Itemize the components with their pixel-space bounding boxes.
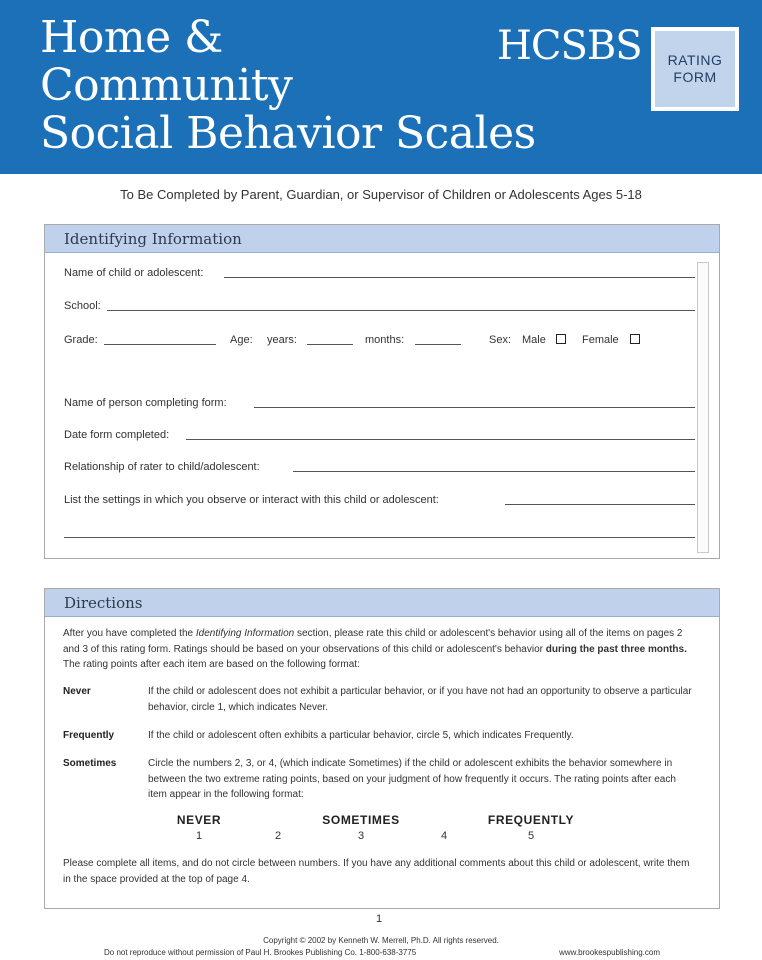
badge-line-2: FORM [673, 69, 717, 85]
scale-number: 5 [527, 830, 535, 842]
scale-label-sometimes: SOMETIMES [322, 813, 400, 827]
child-name-field[interactable] [64, 261, 695, 281]
directions-closing: Please complete all items, and do not circle between numbers. If you have any additional comments about this child or adolescent, write them in the space provided at the top of page 4. [63, 858, 690, 885]
field-label: School: [64, 300, 101, 312]
scale-label-never: NEVER [176, 813, 222, 827]
school-field[interactable] [64, 294, 695, 314]
field-label: Date form completed: [64, 429, 170, 441]
rating-form-badge [651, 27, 739, 111]
field-label: List the settings in which you observe or interact with this child or adolescent: [64, 494, 439, 506]
reproduction-notice: Do not reproduce without permission of Paul H. Brookes Publishing Co. 1-800-638-3775 [104, 948, 417, 957]
input-line[interactable] [505, 504, 695, 505]
section-title: Directions [45, 589, 719, 617]
months-field[interactable] [415, 344, 461, 345]
never-definition: If the child or adolescent does not exhibit a particular behavior, or if you have not had an opportunity to observe a particular behavior, circle 1, which indicates Never. [148, 686, 692, 713]
directions-intro [63, 626, 699, 673]
male-label: Male [522, 334, 546, 346]
title-line-3: Social Behavior Scales [40, 108, 536, 159]
scale-label-frequently: FREQUENTLY [487, 813, 575, 827]
directions-section [44, 588, 720, 909]
male-checkbox[interactable] [556, 334, 566, 344]
form-subtitle: To Be Completed by Parent, Guardian, or Supervisor of Children or Adolescents Ages 5-18 [120, 187, 642, 202]
field-label: Relationship of rater to child/adolescent: [64, 461, 260, 473]
years-field[interactable] [307, 344, 353, 345]
grade-field[interactable] [104, 344, 216, 345]
female-label: Female [582, 334, 619, 346]
input-line[interactable] [254, 407, 695, 408]
intro-bold: during the past three months. [545, 643, 687, 655]
years-label: years: [267, 334, 297, 346]
completer-name-field[interactable] [64, 391, 695, 411]
intro-text-1: After you have completed the [63, 628, 196, 639]
relationship-field[interactable] [64, 455, 695, 475]
frequently-definition: If the child or adolescent often exhibits a particular behavior, circle 5, which indicates Frequently. [148, 730, 574, 741]
publisher-website: www.brookespublishing.com [559, 948, 660, 957]
settings-field[interactable] [64, 488, 695, 508]
field-label: Name of child or adolescent: [64, 267, 204, 279]
input-line[interactable] [224, 277, 695, 278]
copyright-notice: Copyright © 2002 by Kenneth W. Merrell, Ph.D. All rights reserved. [263, 936, 499, 945]
scrollbar[interactable] [697, 262, 709, 553]
months-label: months: [365, 334, 405, 346]
form-acronym: HCSBS [497, 23, 642, 69]
grade-age-sex-row [64, 328, 704, 348]
sex-label: Sex: [489, 334, 512, 346]
identifying-information-section [44, 224, 720, 559]
scale-number: 3 [357, 830, 365, 842]
title-line-2: Community [40, 60, 293, 111]
scale-number: 4 [440, 830, 448, 842]
intro-italic: Identifying Information [195, 628, 295, 639]
intro-text-3: The rating points after each item are based on the following format: [63, 659, 360, 670]
frequently-term: Frequently [63, 730, 115, 741]
scale-number: 1 [195, 830, 203, 842]
date-completed-field[interactable] [64, 423, 695, 443]
badge-line-1: RATING [667, 52, 723, 68]
form-title [40, 14, 536, 158]
never-term: Never [63, 686, 91, 697]
input-line[interactable] [293, 471, 695, 472]
header-banner [0, 0, 762, 174]
scale-number: 2 [274, 830, 282, 842]
page-number: 1 [376, 913, 383, 925]
settings-continuation-line[interactable] [64, 537, 695, 538]
intro-text-2: section, please rate this child or adolescent's behavior using all of the items on pages 2 and 3 of this rating form. Ratings should be based on your observations of this child or adolescent's behavior [63, 628, 683, 655]
sometimes-definition: Circle the numbers 2, 3, or 4, (which indicate Sometimes) if the child or adolescent exhibits the behavior somewhere in between the two extreme rating points, based on your judgment of how frequently it occurs. The rating points after each item appear in the following format: [148, 758, 676, 800]
age-label: Age: [230, 334, 253, 346]
field-label: Name of person completing form: [64, 397, 227, 409]
input-line[interactable] [107, 310, 695, 311]
title-line-1: Home & [40, 12, 223, 63]
section-title: Identifying Information [45, 225, 719, 253]
grade-label: Grade: [64, 334, 98, 346]
input-line[interactable] [186, 439, 695, 440]
sometimes-term: Sometimes [63, 758, 117, 769]
female-checkbox[interactable] [630, 334, 640, 344]
